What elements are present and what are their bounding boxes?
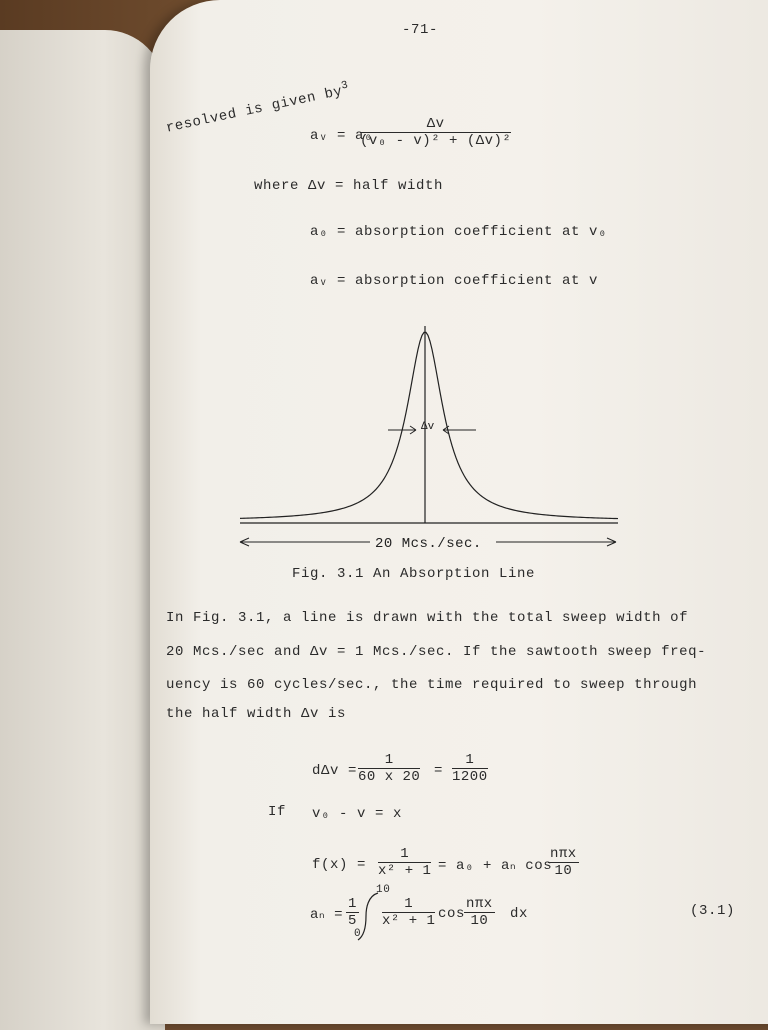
eq-an-cos-den: 10	[470, 913, 489, 929]
eq-f-cos-fraction	[548, 846, 579, 879]
integral-upper-limit: 10	[376, 884, 391, 896]
eq-f-cos-num: nπx	[550, 846, 577, 862]
eq-an-cos: cos	[438, 906, 466, 922]
eq-an-num: 1	[382, 896, 435, 913]
absorption-line-figure	[238, 318, 658, 558]
eq-an-den: x² + 1	[382, 913, 436, 929]
eq-f-rhs: = a₀ + aₙ cos	[438, 858, 553, 874]
figure-caption: Fig. 3.1 An Absorption Line	[292, 566, 536, 582]
equation-number: (3.1)	[690, 903, 736, 919]
integral-lower-limit: 0	[354, 928, 362, 940]
paragraph-line-3: uency is 60 cycles/sec., the time required to sweep through	[166, 677, 698, 693]
if-label: If	[268, 804, 287, 820]
eq-d-frac2-den: 1200	[452, 769, 488, 785]
eq-f-den: x² + 1	[378, 863, 432, 879]
eq-d-frac2-num: 1	[452, 752, 488, 769]
definition-av: aᵥ = absorption coefficient at v	[310, 273, 599, 289]
eq-an-coef-den: 5	[348, 913, 357, 929]
intro-line: resolved is given by	[164, 83, 345, 137]
eq-f-fraction	[378, 846, 431, 879]
definition-half-width: where Δv = half width	[254, 178, 444, 194]
sweep-width-label: 20 Mcs./sec.	[375, 536, 482, 552]
eq-f-cos-den: 10	[554, 863, 573, 879]
eq-an-cos-num: nπx	[466, 896, 493, 912]
formula1-lhs: aᵥ = a₀	[310, 128, 374, 144]
if-expression: v₀ - v = x	[312, 806, 403, 822]
paragraph-line-1: In Fig. 3.1, a line is drawn with the total sweep width of	[166, 610, 689, 626]
eq-f-num: 1	[378, 846, 431, 863]
formula1-fraction	[360, 116, 511, 149]
eq-d-lhs: dΔv =	[312, 763, 358, 779]
halfwidth-marker: Δv	[421, 421, 435, 433]
formula1-denominator: (v₀ - v)² + (Δv)²	[360, 133, 512, 149]
eq-d-equals: =	[434, 763, 444, 779]
paragraph-line-4: the half width Δv is	[166, 706, 347, 722]
intro-footnote: 3	[340, 79, 350, 93]
eq-an-cos-fraction	[464, 896, 495, 929]
eq-an-lhs: aₙ =	[310, 907, 344, 923]
right-page	[150, 0, 768, 1024]
eq-f-lhs: f(x) =	[312, 857, 367, 873]
paragraph-line-2: 20 Mcs./sec and Δv = 1 Mcs./sec. If the sawtooth sweep freq-	[166, 644, 707, 660]
left-page	[0, 30, 165, 1030]
eq-d-fraction-2	[452, 752, 488, 785]
eq-an-fraction	[382, 896, 435, 929]
eq-an-coef-num: 1	[348, 896, 357, 912]
page-number: -71-	[402, 22, 439, 38]
eq-an-dx: dx	[510, 906, 529, 922]
eq-d-frac1-den: 60 x 20	[358, 769, 421, 785]
definition-a0: a₀ = absorption coefficient at v₀	[310, 224, 608, 240]
formula1-numerator: Δv	[360, 116, 511, 133]
eq-d-fraction-1	[358, 752, 420, 785]
eq-d-frac1-num: 1	[358, 752, 420, 769]
